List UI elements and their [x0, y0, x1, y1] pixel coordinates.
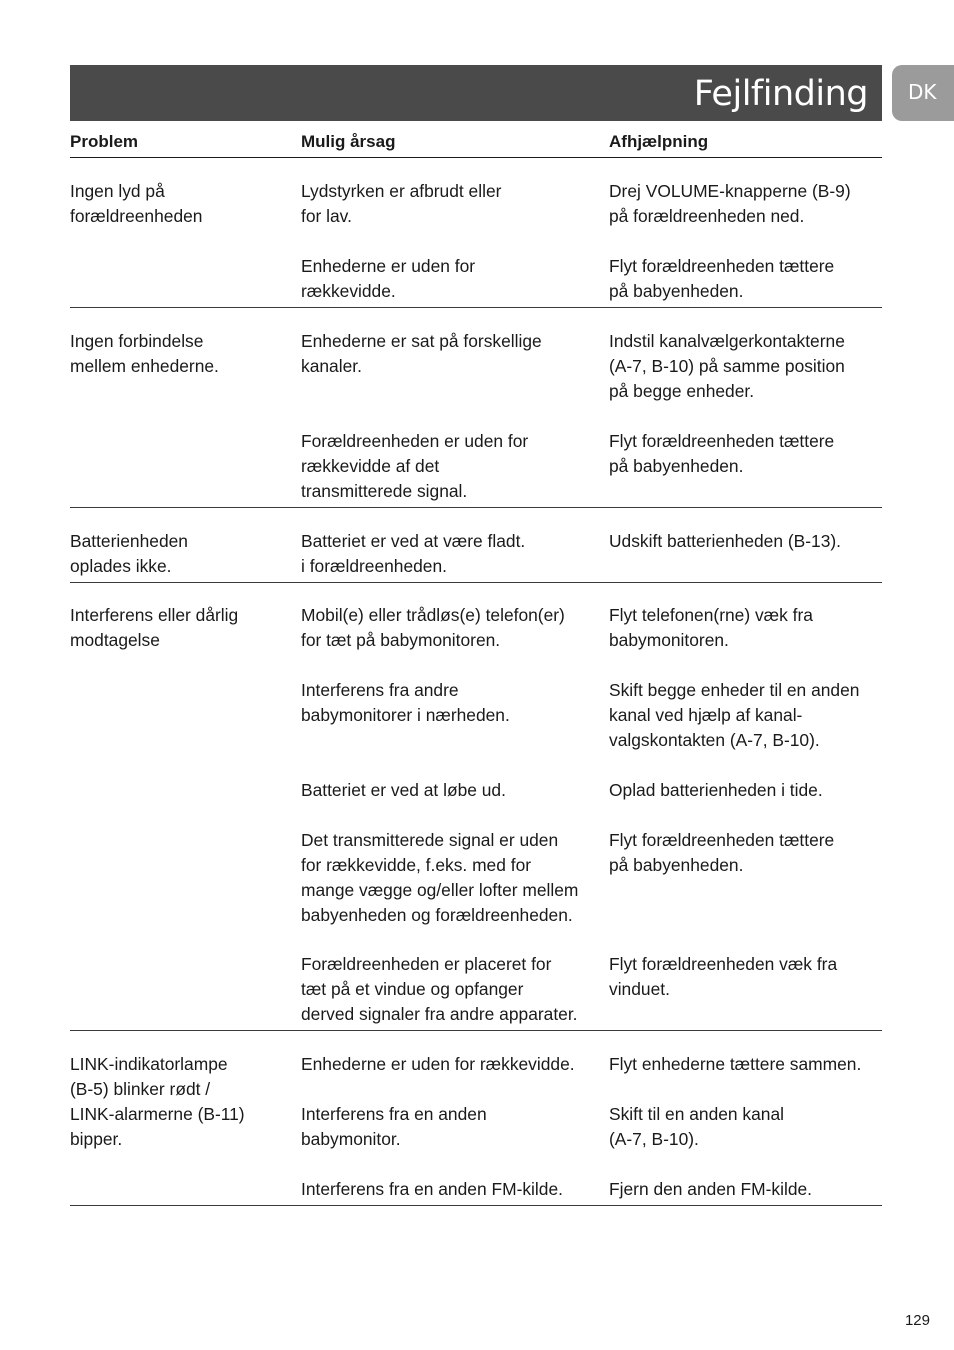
remedy-cell: Flyt enhederne tættere sammen. [609, 1054, 862, 1074]
cause-cell: Mobil(e) eller trådløs(e) telefon(er) for tæt på babymonitoren. [301, 605, 565, 650]
problem-cell: LINK-indikatorlampe (B-5) blinker rødt / LINK-alarmerne (B-11) bipper. [70, 1054, 245, 1149]
remedy-cell: Skift til en anden kanal (A-7, B-10). [609, 1104, 784, 1149]
cause-cell: Forældreenheden er uden for rækkevidde af det transmitterede signal. [301, 431, 529, 501]
problem-cell: Batterienheden oplades ikke. [70, 531, 188, 576]
remedy-cell: Udskift batterienheden (B-13). [609, 531, 841, 551]
remedy-cell: Flyt forældreenheden tættere på babyenheden. [609, 431, 835, 476]
remedy-cell: Flyt forældreenheden tættere på babyenheden. [609, 830, 835, 875]
row-divider [70, 307, 882, 308]
problem-cell: Ingen forbindelse mellem enhederne. [70, 331, 219, 376]
remedy-cell: Drej VOLUME-knapperne (B-9) på forældreenheden ned. [609, 181, 851, 226]
cause-cell: Interferens fra en anden FM-kilde. [301, 1179, 563, 1199]
row-divider [70, 1030, 882, 1031]
cause-cell: Forældreenheden er placeret for tæt på et vindue og opfanger derved signaler fra andre apparater. [301, 954, 578, 1024]
cause-cell: Lydstyrken er afbrudt eller for lav. [301, 181, 502, 226]
cause-cell: Enhederne er uden for rækkevidde. [301, 256, 476, 301]
cause-cell: Det transmitterede signal er uden for rækkevidde, f.eks. med for mange vægge og/eller lofter mellem babyenheden og forældreenheden. [301, 830, 579, 925]
header-divider [70, 157, 882, 158]
row-divider [70, 1205, 882, 1206]
column-header-remedy: Afhjælpning [609, 132, 709, 151]
remedy-cell: Fjern den anden FM-kilde. [609, 1179, 812, 1199]
problem-cell: Interferens eller dårlig modtagelse [70, 605, 239, 650]
column-header-problem: Problem [70, 132, 139, 151]
language-tab-label: DK [908, 80, 937, 104]
page-number: 129 [904, 1312, 930, 1329]
remedy-cell: Flyt telefonen(rne) væk fra babymonitoren. [609, 605, 813, 650]
language-tab [892, 65, 954, 121]
row-divider [70, 582, 882, 583]
column-header-cause: Mulig årsag [301, 132, 396, 151]
cause-cell: Batteriet er ved at være fladt. i forældreenheden. [301, 531, 526, 576]
remedy-cell: Indstil kanalvælgerkontakterne (A-7, B-10) på samme position på begge enheder. [609, 331, 845, 401]
cause-cell: Interferens fra en anden babymonitor. [301, 1104, 487, 1149]
cause-cell: Enhederne er sat på forskellige kanaler. [301, 331, 542, 376]
remedy-cell: Flyt forældreenheden tættere på babyenheden. [609, 256, 835, 301]
title-bar [70, 65, 882, 121]
cause-cell: Enhederne er uden for rækkevidde. [301, 1054, 575, 1074]
problem-cell: Ingen lyd på forældreenheden [70, 181, 203, 226]
remedy-cell: Skift begge enheder til en anden kanal ved hjælp af kanal- valgskontakten (A-7, B-10). [609, 680, 860, 750]
page-title: Fejlfinding [693, 74, 868, 114]
remedy-cell: Flyt forældreenheden væk fra vinduet. [609, 954, 838, 999]
cause-cell: Batteriet er ved at løbe ud. [301, 780, 506, 800]
remedy-cell: Oplad batterienheden i tide. [609, 780, 823, 800]
cause-cell: Interferens fra andre babymonitorer i nærheden. [301, 680, 510, 725]
row-divider [70, 507, 882, 508]
